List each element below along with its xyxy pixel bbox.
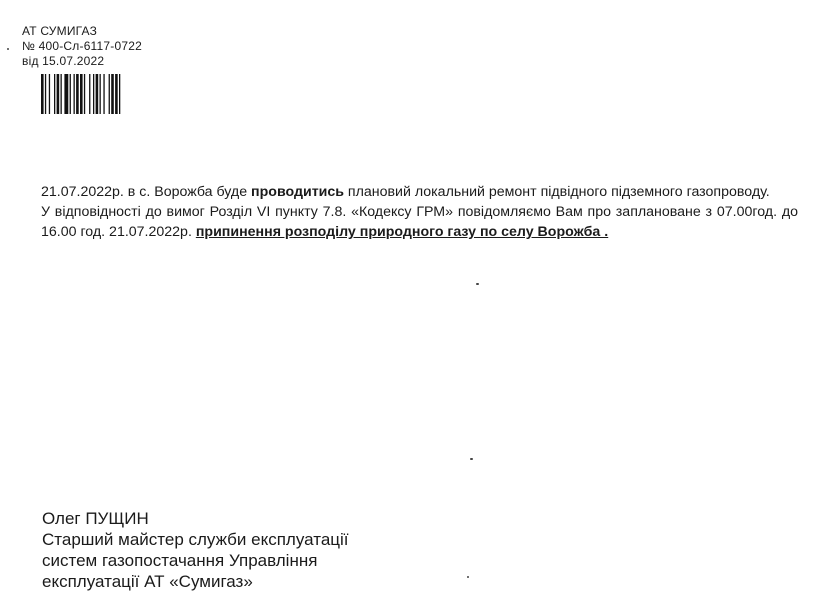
scan-speck (476, 283, 479, 285)
signatory-title-line-2: систем газопостачання Управління (42, 551, 318, 570)
paragraph-repair-text-bold: проводитись (251, 184, 344, 200)
gas-interruption-highlight: припинення розподілу природного газу по селу Ворожба . (195, 224, 609, 240)
signatory-title-line-1: Старший майстер служби експлуатації (42, 530, 349, 549)
paragraph-repair-notice (41, 182, 798, 202)
paragraph-repair-text-a: 21.07.2022р. в с. Ворожба буде (41, 184, 252, 200)
letter-body (41, 182, 798, 242)
scan-speck (7, 48, 9, 50)
signatory-title-line-3: експлуатації АТ «Сумигаз» (42, 572, 253, 591)
scan-speck (467, 576, 469, 578)
signature-block (42, 508, 349, 592)
reference-number: № 400-Сл-6117-0722 (22, 39, 142, 53)
barcode-image (41, 74, 145, 114)
scan-speck (470, 458, 473, 460)
document-header (22, 24, 142, 69)
document-date: від 15.07.2022 (22, 54, 105, 68)
paragraph-repair-text-c: плановий локальний ремонт підвідного підземного газопроводу. (343, 184, 770, 200)
paragraph-gas-interruption (41, 202, 798, 242)
company-name: АТ СУМИГАЗ (22, 24, 98, 38)
signatory-name: Олег ПУЩИН (42, 509, 149, 528)
paragraph-interruption-text: У відповідності до вимог Розділ VI пункту 7.8. «Кодексу ГРМ» повідомляємо Вам про заплановане з 07.00год. до 16.00 год. 21.07.2022р. (41, 204, 798, 240)
